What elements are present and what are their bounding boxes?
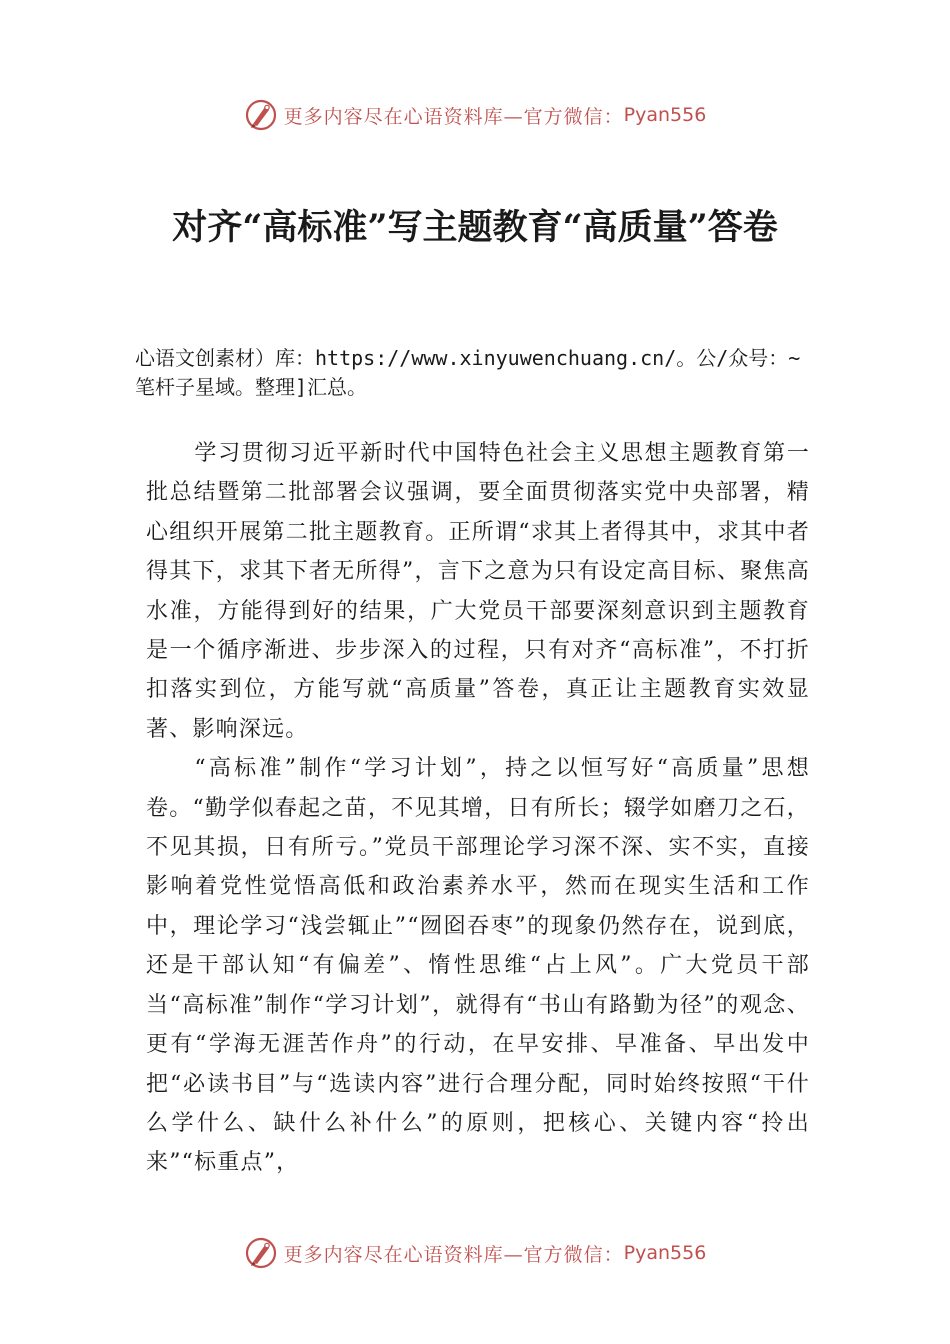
body-paragraph: 学习贯彻习近平新时代中国特色社会主义思想主题教育第一批总结暨第二批部署会议强调，要全面贯彻落实党中央部署，精心组织开展第二批主题教育。正所谓“求其上者得其中，求其中者得其下，求其下者无所得”，言下之意为只有设定高目标、聚焦高水准，方能得到好的结果，广大党员干部要深刻意识到主题教育是一个循序渐进、步步深入的过程，只有对齐“高标准”，不打折扣落实到位，方能写就“高质量”答卷，真正让主题教育实效显著、影响深远。 [146,441,810,742]
pen-logo-icon [244,98,278,132]
document-body [146,434,810,1183]
watermark-wechat-id: Pyan556 [623,104,707,126]
document-title: 对齐“高标准”写主题教育“高质量”答卷 [172,207,778,248]
watermark-wechat-id: Pyan556 [623,1242,707,1264]
source-note: 心语文创素材）库：https://www.xinyuwenchuang.cn/。公/众号：~笔杆子星域。整理]汇总。 [135,346,801,399]
watermark-text: 更多内容尽在心语资料库—官方微信： [283,1243,624,1266]
watermark-header [0,95,950,135]
watermark-text: 更多内容尽在心语资料库—官方微信： [283,105,624,128]
watermark-footer [0,1233,950,1273]
body-paragraph: “高标准”制作“学习计划”，持之以恒写好“高质量”思想卷。“勤学似春起之苗，不见其增，日有所长；辍学如磨刀之石，不见其损，日有所亏。”党员干部理论学习深不深、实不实，直接影响着党性觉悟高低和政治素养水平，然而在现实生活和工作中，理论学习“浅尝辄止”“囫囵吞枣”的现象仍然存在，说到底，还是干部认知“有偏差”、惰性思维“占上风”。广大党员干部当“高标准”制作“学习计划”，就得有“书山有路勤为径”的观念、更有“学海无涯苦作舟”的行动，在早安排、早准备、早出发中把“必读书目”与“选读内容”进行合理分配，同时始终按照“干什么学什么、缺什么补什么”的原则，把核心、关键内容“拎出来”“标重点”， [146,756,810,1176]
pen-logo-icon [244,1236,278,1270]
